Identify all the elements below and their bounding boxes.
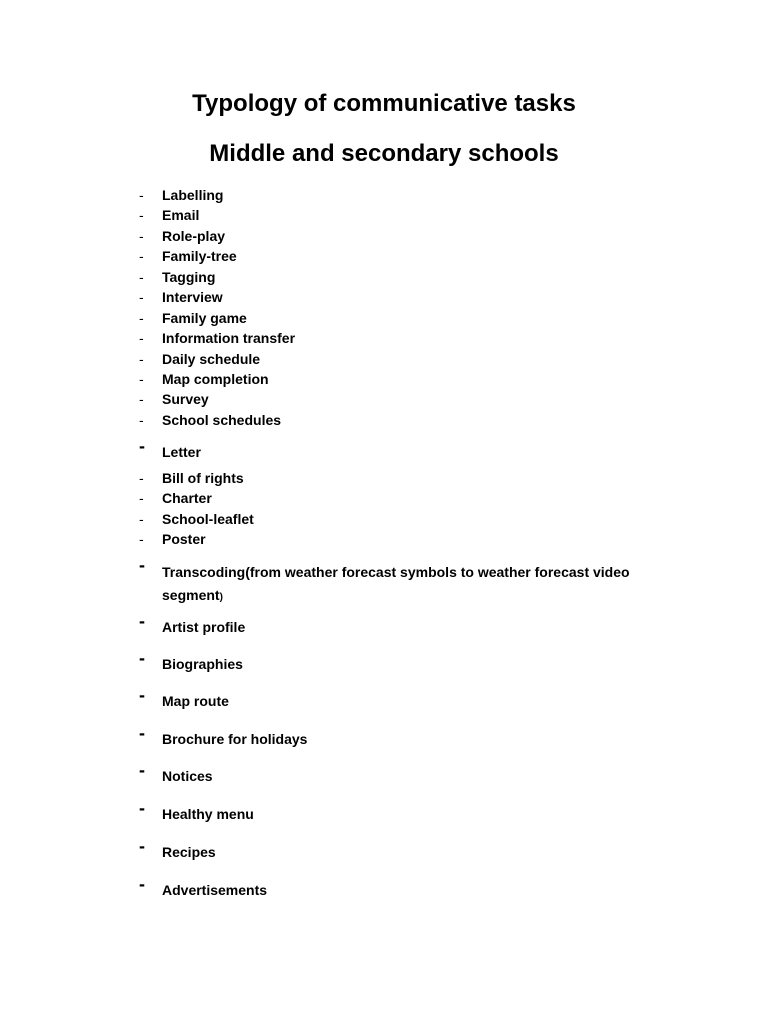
list-item <box>0 205 768 225</box>
list-item <box>0 436 768 462</box>
list-item-label: Map route <box>162 693 229 709</box>
list-item <box>0 410 768 430</box>
list-item <box>0 468 768 488</box>
list-item-label: Healthy menu <box>162 806 254 822</box>
list-item-label: Biographies <box>162 656 243 672</box>
list-item <box>0 226 768 246</box>
bullet-dash: - <box>139 511 144 527</box>
list-item-label: Family-tree <box>162 248 237 264</box>
list-item <box>0 369 768 389</box>
list-item-label: Notices <box>162 768 213 784</box>
list-item <box>0 723 768 749</box>
list-item-label: Interview <box>162 289 223 305</box>
page-subtitle: Middle and secondary schools <box>209 140 559 167</box>
list-item-label: Advertisements <box>162 882 268 898</box>
list-item-label: Recipes <box>162 844 216 860</box>
bullet-dash: - <box>139 531 144 547</box>
closing-paren: ) <box>219 592 223 603</box>
list-item-label: Role-play <box>162 228 226 244</box>
bullet-dash: - <box>139 269 144 285</box>
bullet-dash: - <box>139 412 144 428</box>
bullet-dash: - <box>139 228 144 244</box>
list-item <box>0 287 768 307</box>
list-item <box>0 836 768 862</box>
list-item-label: Daily schedule <box>162 351 261 367</box>
list-item <box>0 328 768 348</box>
bullet-dash: - <box>139 648 145 668</box>
bullet-dash: - <box>139 760 145 780</box>
list-item <box>0 488 768 508</box>
list-item-label: Brochure for holidays <box>162 731 308 747</box>
bullet-dash: - <box>139 207 144 223</box>
bullet-dash: - <box>139 611 145 631</box>
bullet-dash: - <box>139 723 145 743</box>
list-item-label: Bill of rights <box>162 470 244 486</box>
list-item-text: Transcoding(from weather forecast symbols to weather forecast video segment <box>162 564 630 603</box>
list-item-label: Family game <box>162 310 247 326</box>
list-item-label: Survey <box>162 391 209 407</box>
list-item-label: Labelling <box>162 187 224 203</box>
list-item-label: Charter <box>162 490 212 506</box>
bullet-dash: - <box>139 470 144 486</box>
list-item <box>0 529 768 549</box>
list-item-label: Letter <box>162 444 201 460</box>
page-title: Typology of communicative tasks <box>192 90 576 117</box>
list-item-label: School-leaflet <box>162 511 254 527</box>
list-item <box>0 611 768 637</box>
list-item-label <box>162 561 632 609</box>
list-item <box>0 246 768 266</box>
list-item-label: School schedules <box>162 412 282 428</box>
bullet-dash: - <box>139 371 144 387</box>
bullet-dash: - <box>139 798 145 818</box>
bullet-dash: - <box>139 555 145 575</box>
list-item-label: Tagging <box>162 269 216 285</box>
list-item <box>0 685 768 711</box>
list-item <box>0 185 768 205</box>
list-item <box>0 349 768 369</box>
list-item <box>0 874 768 900</box>
list-item <box>0 267 768 287</box>
list-item <box>0 760 768 786</box>
bullet-dash: - <box>139 490 144 506</box>
bullet-dash: - <box>139 330 144 346</box>
list-item-label: Email <box>162 207 200 223</box>
list-item-label: Information transfer <box>162 330 296 346</box>
bullet-dash: - <box>139 874 145 894</box>
list-item <box>0 555 768 607</box>
list-item <box>0 389 768 409</box>
bullet-dash: - <box>139 685 145 705</box>
bullet-dash: - <box>139 289 144 305</box>
list-item <box>0 798 768 824</box>
bullet-dash: - <box>139 248 144 264</box>
bullet-dash: - <box>139 310 144 326</box>
list-item-label: Poster <box>162 531 206 547</box>
list-item <box>0 308 768 328</box>
list-item <box>0 509 768 529</box>
bullet-dash: - <box>139 436 145 456</box>
list-item-label: Map completion <box>162 371 269 387</box>
bullet-dash: - <box>139 391 144 407</box>
list-item <box>0 648 768 674</box>
bullet-dash: - <box>139 187 144 203</box>
bullet-dash: - <box>139 836 145 856</box>
bullet-dash: - <box>139 351 144 367</box>
list-item-label: Artist profile <box>162 619 246 635</box>
